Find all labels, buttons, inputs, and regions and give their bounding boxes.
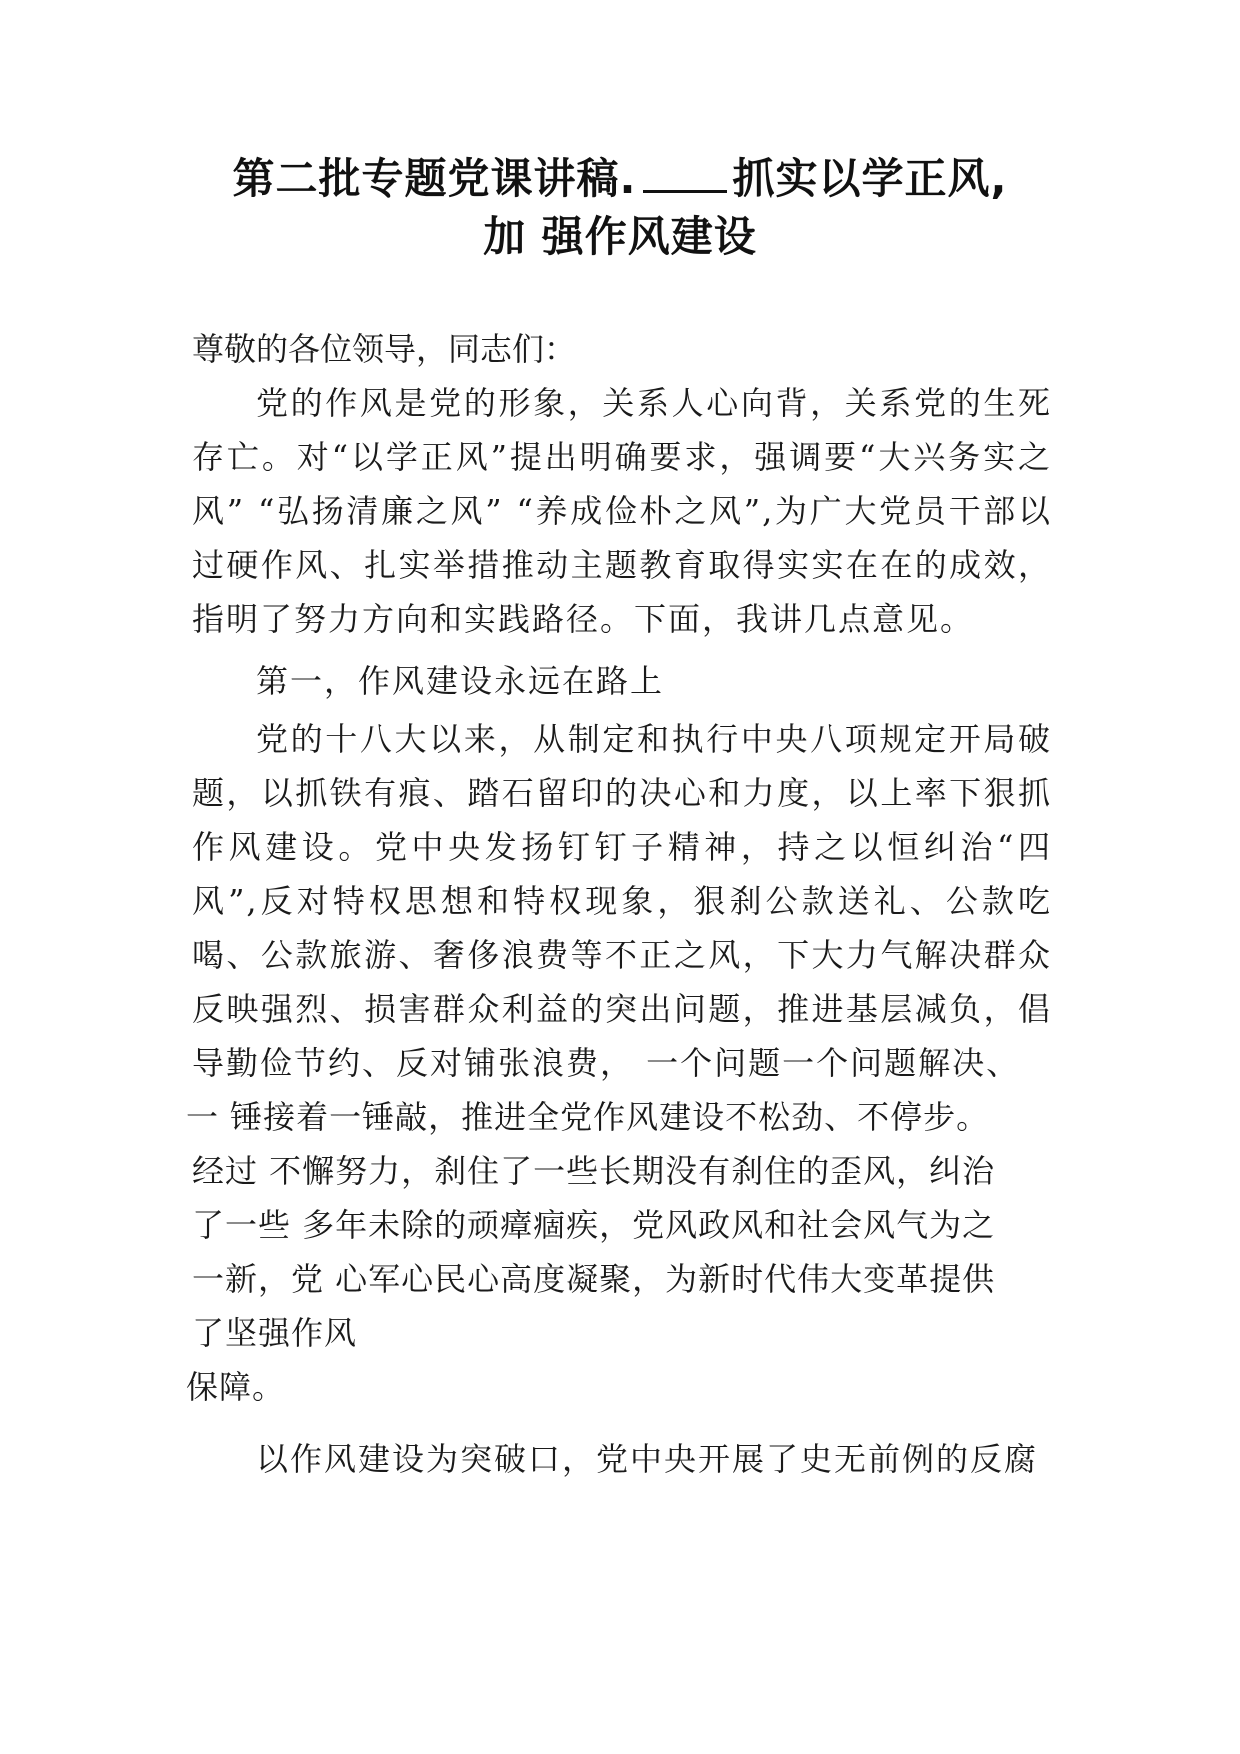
paragraph-3: 以作风建设为突破口，党中央开展了史无前例的反腐 (256, 1440, 1039, 1478)
section-heading-1: 第一，作风建设永远在路上 (256, 662, 665, 700)
title-line-2: 加 强作风建设 (483, 212, 757, 261)
title-line-1 (150, 150, 1090, 208)
paragraph-2-line: 一新，党 心军心民心高度凝聚，为新时代伟大变革提供 (192, 1260, 996, 1298)
paragraph-2-end: 保障。 (186, 1368, 286, 1406)
paragraph-2-line: 了坚强作风 (192, 1314, 358, 1352)
title-blank-line (643, 154, 727, 193)
document-title (150, 150, 1090, 266)
paragraph-2-line: 了一些 多年未除的顽瘴痼疾，党风政风和社会风气为之 (192, 1206, 996, 1244)
title-part-1: 第二批专题党课讲稿. (232, 154, 637, 203)
paragraph-2: 党的十八大以来，从制定和执行中央八项规定开局破题，以抓铁有痕、踏石留印的决心和力度，以上率下狠抓作风建设。党中央发扬钉钉子精神，持之以恒纠治“四风”,反对特权思想和特权现象，狠刹公款送礼、公款吃喝、公款旅游、奢侈浪费等不正之风，下大力气解决群众反映强烈、损害群众利益的突出问题，推进基层减负，倡导勤俭节约、反对铺张浪费， 一个问题一个问题解决、 (192, 720, 1052, 1082)
paragraph-gap (192, 1414, 1052, 1432)
title-part-2: 抓实以学正风, (732, 154, 1008, 203)
paragraph-2-line: 经过 不懈努力，刹住了一些长期没有刹住的歪风，纠治 (192, 1152, 996, 1190)
paragraph-2-line: 一 锤接着一锤敲，推进全党作风建设不松劲、不停步。 (186, 1098, 990, 1136)
paragraph-2-continued (186, 1090, 1052, 1414)
paragraph-1: 党的作风是党的形象，关系人心向背，关系党的生死存亡。对“以学正风”提出明确要求，强调要“大兴务实之风” “弘扬清廉之风” “养成俭朴之风”,为广大党员干部以过硬作风、扎实举措推动主题教育取得实实在在的成效，指明了努力方向和实践路径。下面，我讲几点意见。 (192, 384, 1052, 638)
salutation: 尊敬的各位领导，同志们： (192, 330, 577, 368)
document-body (186, 322, 1052, 1486)
